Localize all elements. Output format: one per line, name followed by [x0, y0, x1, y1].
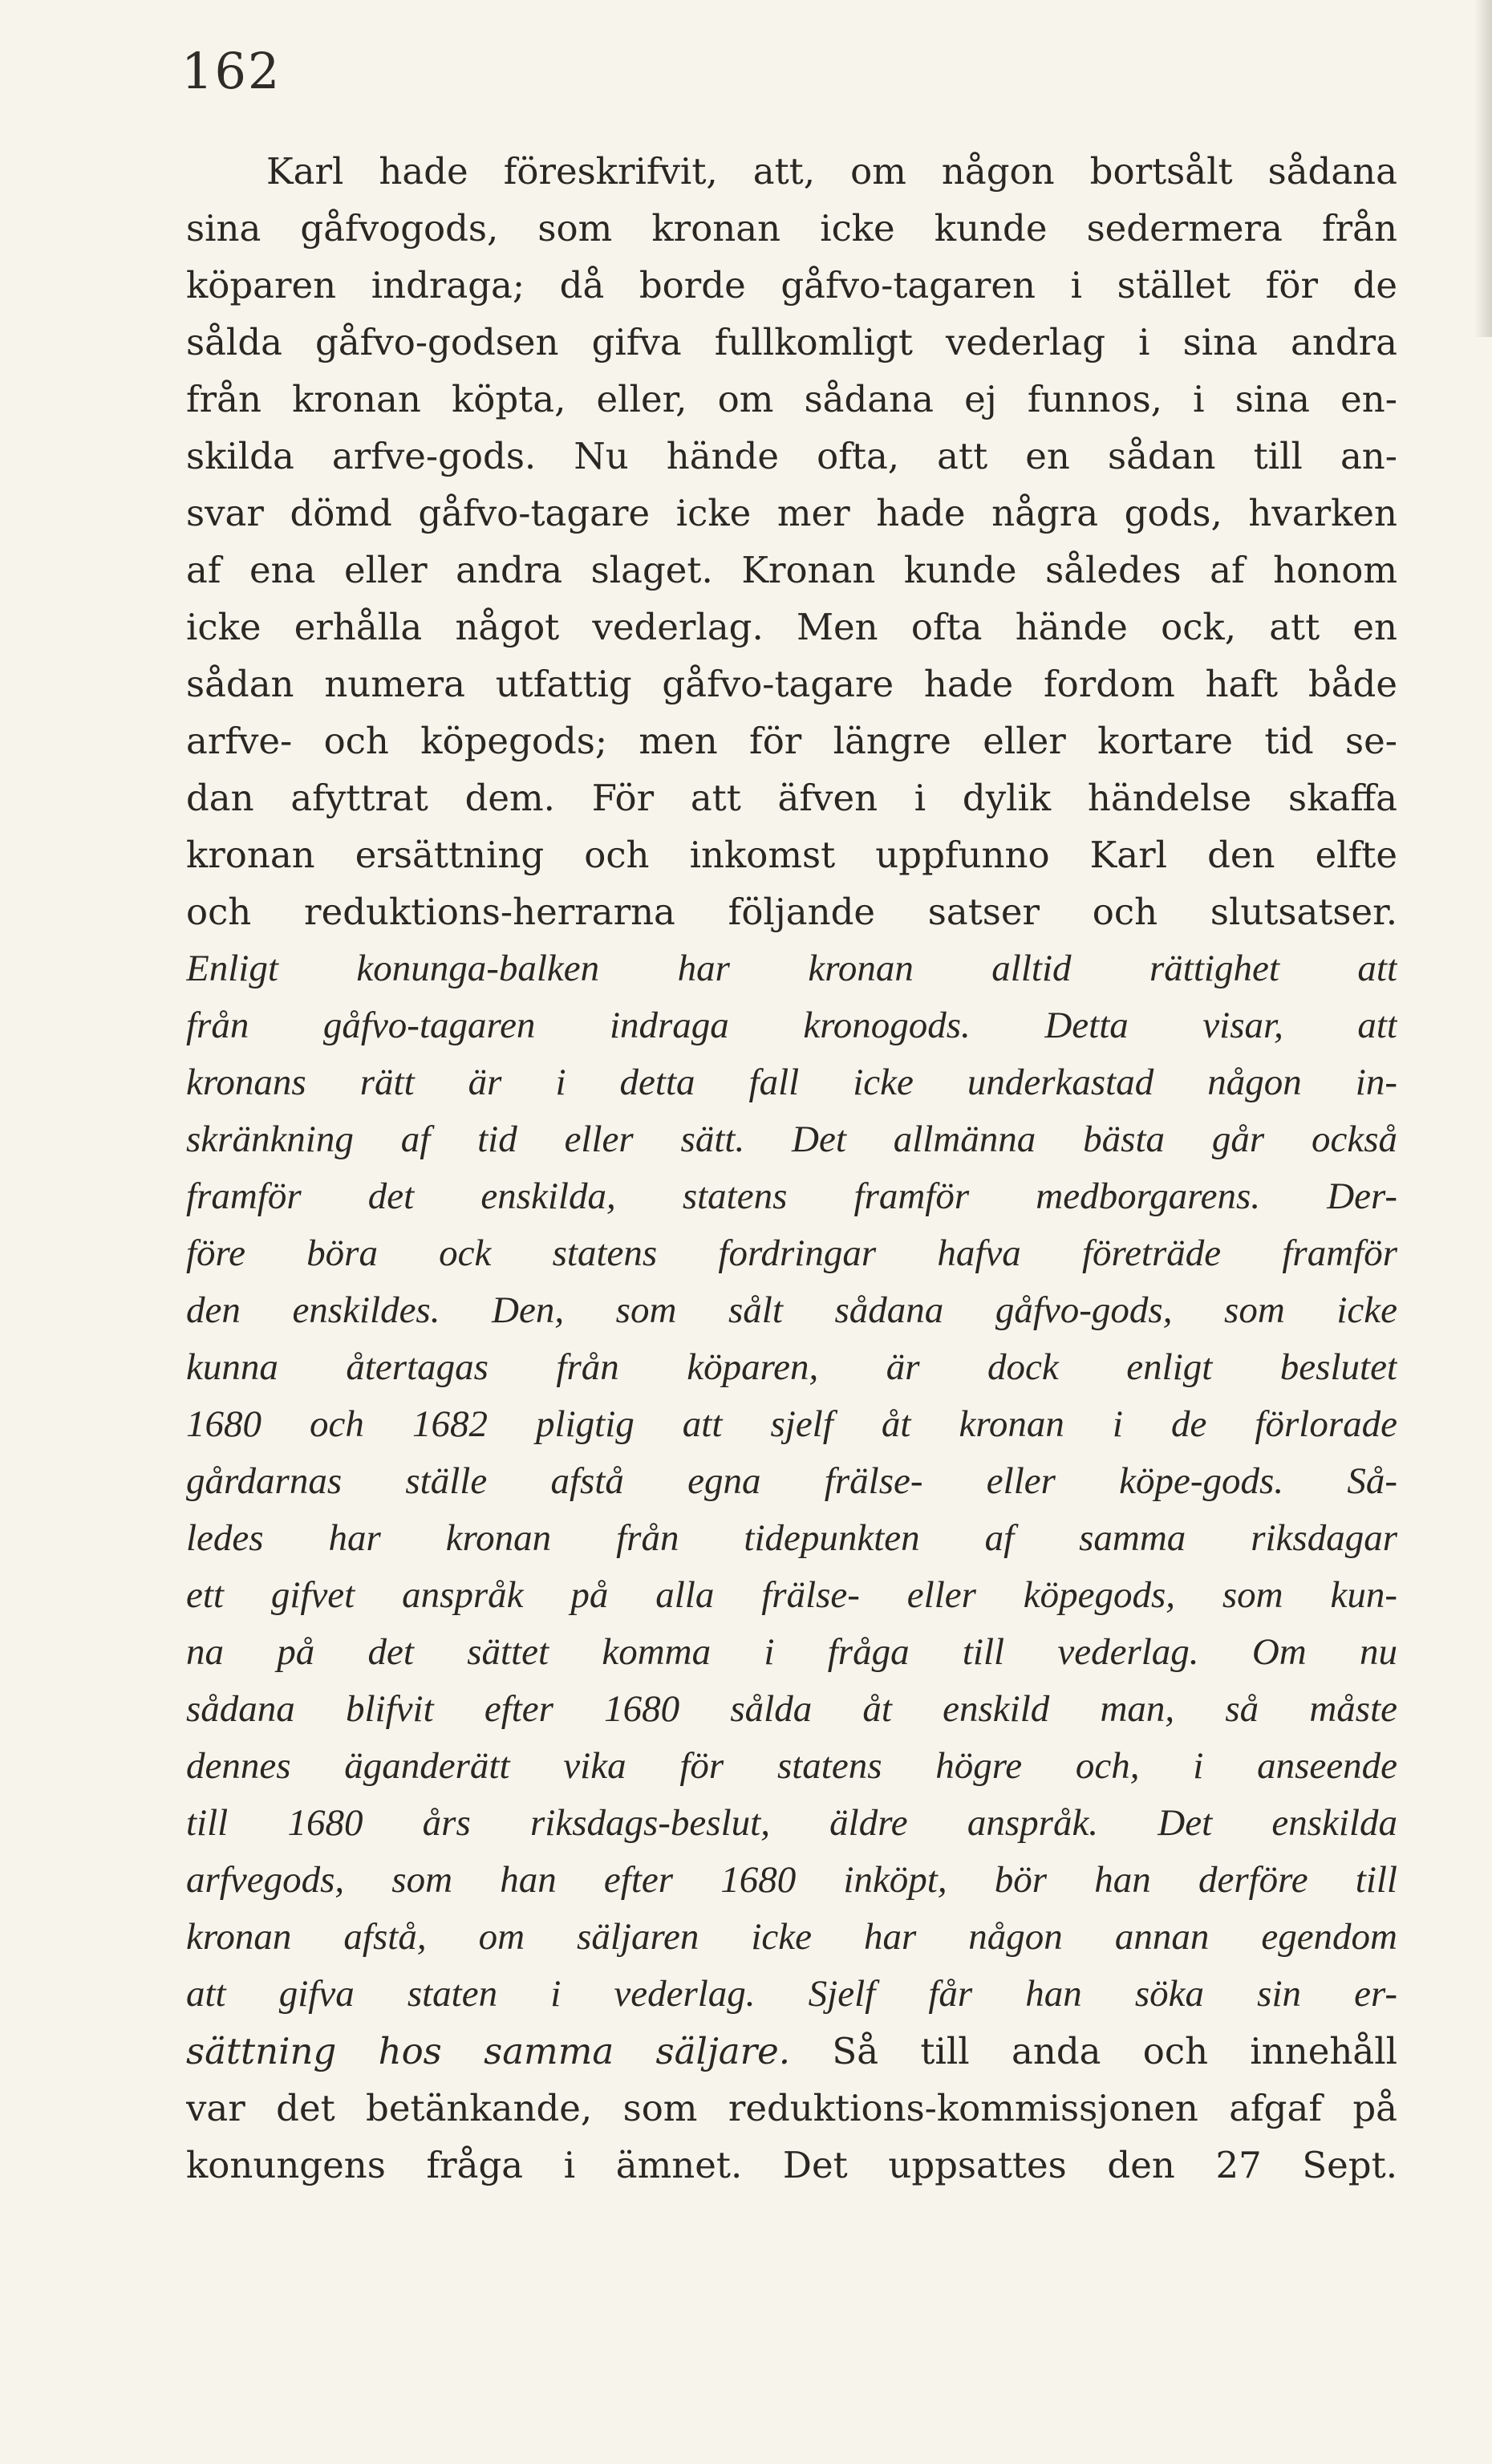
page-edge-shadow [1474, 0, 1492, 337]
mixed-text-line [186, 2023, 1397, 2080]
italic-text-line: dennes äganderätt vika för statens högre och, i anseende [186, 1745, 1397, 1787]
italic-text-line: ett gifvet anspråk på alla frälse- eller köpegods, som kun- [186, 1574, 1397, 1616]
text-line: sina gåfvogods, som kronan icke kunde sedermera från [186, 207, 1397, 250]
italic-text-line: kronans rätt är i detta fall icke underkastad någon in- [186, 1062, 1397, 1103]
text-line: var det betänkande, som reduktions-kommissjonen afgaf på [186, 2087, 1397, 2129]
italic-text-line: 1680 och 1682 pligtig att sjelf åt kronan i de förlorade [186, 1403, 1397, 1445]
text-line: konungens fråga i ämnet. Det uppsattes den 27 Sept. [186, 2144, 1397, 2186]
normal-segment: Så till anda och innehåll [790, 2030, 1397, 2072]
italic-text-line: sådana blifvit efter 1680 sålda åt enskild man, så måste [186, 1688, 1397, 1730]
italic-text-line: kronan afstå, om säljaren icke har någon annan egendom [186, 1916, 1397, 1958]
text-line: och reduktions-herrarna följande satser och slutsatser. [186, 891, 1397, 933]
italic-text-line: före böra ock statens fordringar hafva företräde framför [186, 1232, 1397, 1274]
text-line: kronan ersättning och inkomst uppfunno Karl den elfte [186, 834, 1397, 876]
italic-text-line: den enskildes. Den, som sålt sådana gåfvo-gods, som icke [186, 1289, 1397, 1331]
text-line: svar dömd gåfvo-tagare icke mer hade några gods, hvarken [186, 492, 1397, 534]
text-line: köparen indraga; då borde gåfvo-tagaren i stället för de [186, 264, 1397, 306]
italic-text-line: till 1680 års riksdags-beslut, äldre anspråk. Det enskilda [186, 1802, 1397, 1844]
text-line: arfve- och köpegods; men för längre eller kortare tid se- [186, 720, 1397, 762]
italic-segment: sättning hos samma säljare. [186, 2030, 791, 2072]
italic-text-line: Enligt konunga-balken har kronan alltid rättighet att [186, 948, 1397, 989]
text-line: sådan numera utfattig gåfvo-tagare hade fordom haft både [186, 663, 1397, 705]
italic-text-line: ledes har kronan från tidepunkten af samma riksdagar [186, 1517, 1397, 1559]
body-text [186, 143, 1397, 2194]
italic-text-line: att gifva staten i vederlag. Sjelf får han söka sin er- [186, 1973, 1397, 2015]
text-line: skilda arfve-gods. Nu hände ofta, att en sådan till an- [186, 435, 1397, 477]
text-line: dan afyttrat dem. För att äfven i dylik händelse skaffa [186, 777, 1397, 819]
text-line: af ena eller andra slaget. Kronan kunde således af honom [186, 549, 1397, 591]
italic-text-line: na på det sättet komma i fråga till vederlag. Om nu [186, 1631, 1397, 1673]
page-number: 162 [181, 42, 282, 100]
text-line: från kronan köpta, eller, om sådana ej funnos, i sina en- [186, 378, 1397, 420]
italic-text-line: skränkning af tid eller sätt. Det allmänna bästa går också [186, 1118, 1397, 1160]
italic-text-line: från gåfvo-tagaren indraga kronogods. Detta visar, att [186, 1005, 1397, 1046]
italic-text-line: framför det enskilda, statens framför medborgarens. Der- [186, 1175, 1397, 1217]
italic-text-line: gårdarnas ställe afstå egna frälse- eller köpe-gods. Så- [186, 1460, 1397, 1502]
italic-text-line: kunna återtagas från köparen, är dock enligt beslutet [186, 1346, 1397, 1388]
text-line: sålda gåfvo-godsen gifva fullkomligt vederlag i sina andra [186, 321, 1397, 363]
text-line: icke erhålla något vederlag. Men ofta hände ock, att en [186, 606, 1397, 648]
text-line: Karl hade föreskrifvit, att, om någon bortsålt sådana [266, 150, 1397, 193]
italic-text-line: arfvegods, som han efter 1680 inköpt, bör han derföre till [186, 1859, 1397, 1901]
